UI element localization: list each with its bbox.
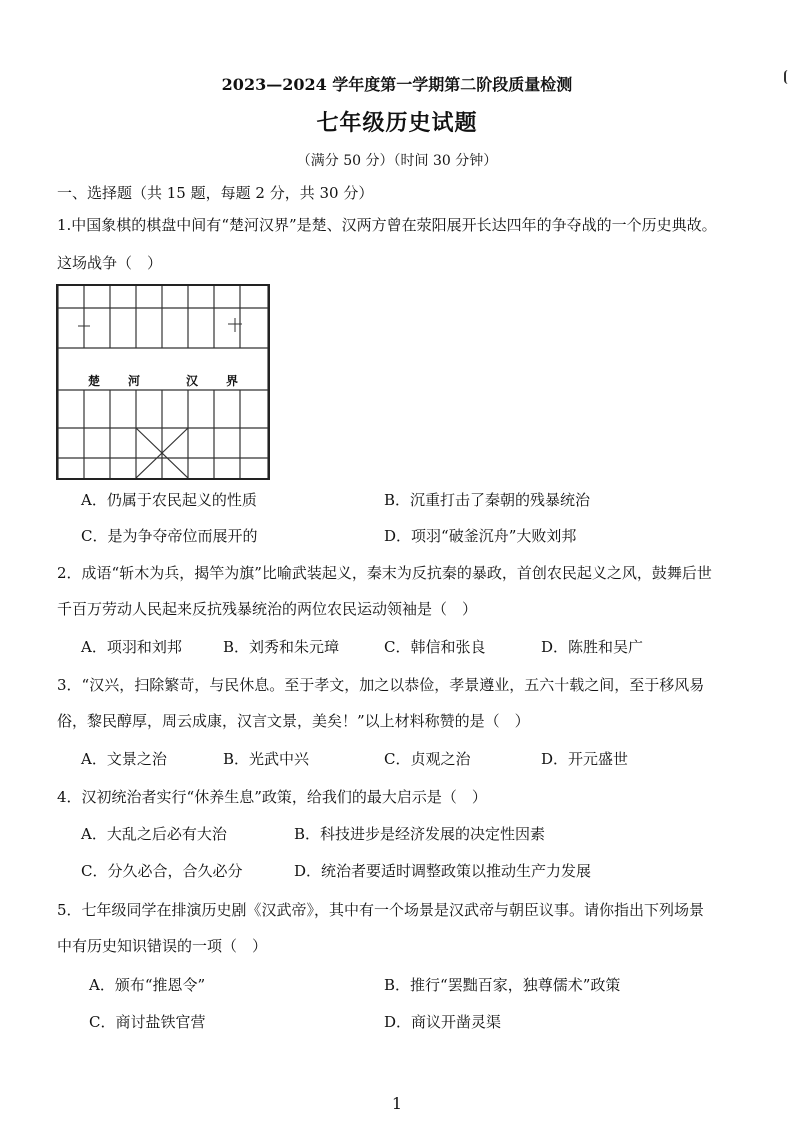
q4-option-b: B．科技进步是经济发展的决定性因素	[294, 825, 546, 843]
question-2-line-1: 2．成语“斩木为兵，揭竿为旗”比喻武装起义，秦末为反抗秦的暴政，首创农民起义之风，鼓舞后世	[57, 564, 712, 582]
q4-option-a: A．大乱之后必有大治	[81, 825, 227, 843]
q5-option-c: C．商讨盐铁官营	[89, 1013, 206, 1031]
question-1-line-1: 1.中国象棋的棋盘中间有“楚河汉界”是楚、汉两方曾在荥阳展开长达四年的争夺战的一个历史典故。	[57, 216, 717, 234]
exam-header-line: 2023—2024 学年度第一学期第二阶段质量检测	[221, 75, 573, 94]
question-5-line-2: 中有历史知识错误的一项（ ）	[57, 937, 268, 955]
q2-option-d: D．陈胜和吴广	[541, 638, 644, 656]
q2-option-b: B．刘秀和朱元璋	[223, 638, 340, 656]
q2-option-c: C．韩信和张良	[384, 638, 486, 656]
q3-option-b: B．光武中兴	[223, 750, 310, 768]
question-5-line-1: 5．七年级同学在排演历史剧《汉武帝》，其中有一个场景是汉武帝与朝臣议事。请你指出下列场景	[57, 901, 705, 919]
q3-option-d: D．开元盛世	[541, 750, 629, 768]
question-2-line-2: 千百万劳动人民起来反抗残暴统治的两位农民运动领袖是（ ）	[57, 600, 478, 618]
q1-option-d: D．项羽“破釜沉舟”大败刘邦	[384, 527, 577, 545]
exam-meta: （满分 50 分）（时间 30 分钟）	[296, 153, 498, 169]
q1-option-a: A．仍属于农民起义的性质	[81, 491, 257, 509]
chess-board-figure	[56, 284, 270, 480]
q4-option-c: C．分久必合，合久必分	[81, 862, 243, 880]
q2-option-a: A．项羽和刘邦	[81, 638, 182, 656]
q3-option-c: C．贞观之治	[384, 750, 471, 768]
question-4-line-1: 4．汉初统治者实行“休养生息”政策，给我们的最大启示是（ ）	[57, 788, 487, 806]
board-label-han-jie: 汉 界	[186, 374, 247, 388]
scan-edge-mark	[784, 70, 792, 84]
page-number: 1	[391, 1094, 403, 1113]
q5-option-a: A．颁布“推恩令”	[89, 976, 206, 994]
q5-option-d: D．商议开凿灵渠	[384, 1013, 502, 1031]
board-label-chu-he: 楚 河	[88, 374, 149, 388]
section-heading: 一、选择题（共 15 题，每题 2 分，共 30 分）	[57, 184, 374, 202]
q3-option-a: A．文景之治	[81, 750, 167, 768]
q1-option-c: C．是为争夺帝位而展开的	[81, 527, 258, 545]
q4-option-d: D．统治者要适时调整政策以推动生产力发展	[294, 862, 592, 880]
exam-title: 七年级历史试题	[316, 110, 478, 136]
q1-option-b: B．沉重打击了秦朝的残暴统治	[384, 491, 591, 509]
q5-option-b: B．推行“罢黜百家，独尊儒术”政策	[384, 976, 621, 994]
question-1-line-2: 这场战争（ ）	[57, 254, 163, 272]
question-3-line-2: 俗，黎民醇厚，周云成康，汉言文景，美矣！”以上材料称赞的是（ ）	[57, 712, 530, 730]
question-3-line-1: 3．“汉兴，扫除繁苛，与民休息。至于孝文，加之以恭俭，孝景遵业，五六十载之间，至于移风易	[57, 676, 705, 694]
